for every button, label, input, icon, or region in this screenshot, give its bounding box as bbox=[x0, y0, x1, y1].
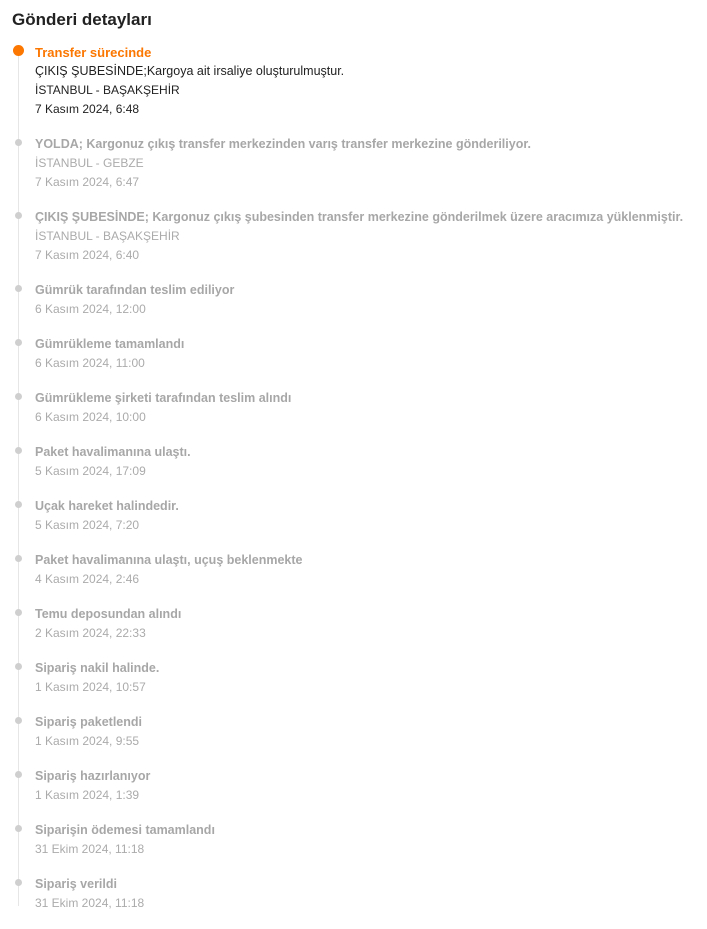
timeline-dot bbox=[15, 825, 22, 832]
event-text: Sipariş hazırlanıyor bbox=[35, 769, 151, 783]
timeline-event bbox=[12, 335, 707, 389]
timeline-event-current bbox=[12, 43, 707, 135]
event-text: Gümrükleme tamamlandı bbox=[35, 337, 185, 351]
timeline-dot bbox=[15, 717, 22, 724]
event-status: Transfer sürecinde bbox=[35, 45, 152, 60]
event-text: ÇIKIŞ ŞUBESİNDE;Kargoya ait irsaliye oluşturulmuştur. bbox=[35, 64, 345, 78]
event-text: Uçak hareket halindedir. bbox=[35, 499, 179, 513]
timeline-event bbox=[12, 389, 707, 443]
event-location: İSTANBUL - GEBZE bbox=[35, 156, 144, 170]
timeline-dot bbox=[15, 139, 22, 146]
timeline-dot bbox=[15, 879, 22, 886]
event-text: Gümrükleme şirketi tarafından teslim alındı bbox=[35, 391, 292, 405]
event-text: Temu deposundan alındı bbox=[35, 607, 182, 621]
timeline-event bbox=[12, 551, 707, 605]
timeline-dot-active bbox=[13, 45, 24, 56]
event-time: 31 Ekim 2024, 11:18 bbox=[35, 896, 145, 910]
timeline-event bbox=[12, 135, 707, 208]
event-text: Sipariş paketlendi bbox=[35, 715, 142, 729]
timeline-event bbox=[12, 821, 707, 875]
timeline-event bbox=[12, 605, 707, 659]
event-time: 5 Kasım 2024, 17:09 bbox=[35, 464, 146, 478]
timeline-event bbox=[12, 281, 707, 335]
event-text: Sipariş verildi bbox=[35, 877, 117, 891]
event-time: 6 Kasım 2024, 10:00 bbox=[35, 410, 146, 424]
timeline-event bbox=[12, 713, 707, 767]
timeline-dot bbox=[15, 339, 22, 346]
event-time: 7 Kasım 2024, 6:48 bbox=[35, 102, 140, 116]
event-time: 5 Kasım 2024, 7:20 bbox=[35, 518, 140, 532]
event-time: 6 Kasım 2024, 12:00 bbox=[35, 302, 146, 316]
event-time: 31 Ekim 2024, 11:18 bbox=[35, 842, 145, 856]
event-time: 2 Kasım 2024, 22:33 bbox=[35, 626, 146, 640]
event-text: Paket havalimanına ulaştı, uçuş beklenmekte bbox=[35, 553, 303, 567]
timeline-event bbox=[12, 497, 707, 551]
event-time: 1 Kasım 2024, 1:39 bbox=[35, 788, 140, 802]
event-text: Gümrük tarafından teslim ediliyor bbox=[35, 283, 235, 297]
event-location: İSTANBUL - BAŞAKŞEHİR bbox=[35, 229, 180, 243]
event-text: Sipariş nakil halinde. bbox=[35, 661, 160, 675]
timeline-event bbox=[12, 875, 707, 929]
event-text: YOLDA; Kargonuz çıkış transfer merkezinden varış transfer merkezine gönderiliyor. bbox=[35, 137, 531, 151]
event-time: 1 Kasım 2024, 10:57 bbox=[35, 680, 146, 694]
timeline-dot bbox=[15, 555, 22, 562]
timeline-dot bbox=[15, 663, 22, 670]
event-time: 7 Kasım 2024, 6:40 bbox=[35, 248, 140, 262]
page-title: Gönderi detayları bbox=[12, 10, 152, 29]
timeline-event bbox=[12, 208, 707, 281]
timeline-dot bbox=[15, 447, 22, 454]
event-text: Paket havalimanına ulaştı. bbox=[35, 445, 191, 459]
event-time: 4 Kasım 2024, 2:46 bbox=[35, 572, 140, 586]
timeline-dot bbox=[15, 501, 22, 508]
event-time: 1 Kasım 2024, 9:55 bbox=[35, 734, 140, 748]
timeline-dot bbox=[15, 609, 22, 616]
event-text: Siparişin ödemesi tamamlandı bbox=[35, 823, 215, 837]
event-time: 7 Kasım 2024, 6:47 bbox=[35, 175, 140, 189]
timeline-event bbox=[12, 767, 707, 821]
timeline-event bbox=[12, 659, 707, 713]
timeline-dot bbox=[15, 393, 22, 400]
timeline-dot bbox=[15, 212, 22, 219]
tracking-timeline bbox=[12, 43, 707, 929]
event-location: İSTANBUL - BAŞAKŞEHİR bbox=[35, 83, 180, 97]
event-time: 6 Kasım 2024, 11:00 bbox=[35, 356, 145, 370]
timeline-dot bbox=[15, 771, 22, 778]
event-text: ÇIKIŞ ŞUBESİNDE; Kargonuz çıkış şubesinden transfer merkezine gönderilmek üzere aracımıza yüklenmiştir. bbox=[35, 210, 684, 224]
timeline-event bbox=[12, 443, 707, 497]
timeline-dot bbox=[15, 285, 22, 292]
